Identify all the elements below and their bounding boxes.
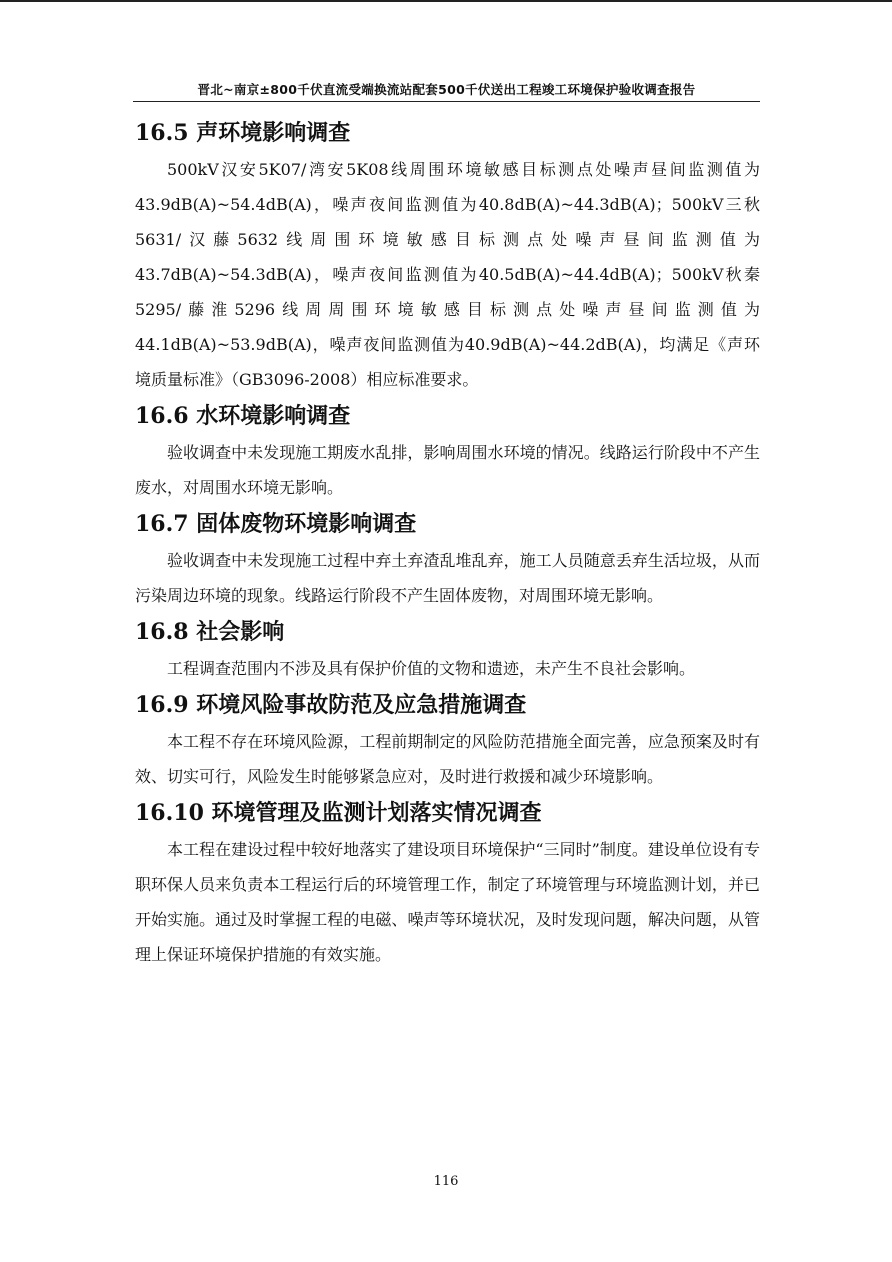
- section-paragraph: 验收调查中未发现施工期废水乱排，影响周围水环境的情况。线路运行阶段中不产生废水，对周围水环境无影响。: [135, 443, 760, 497]
- section-heading: 16.8 社会影响: [135, 619, 285, 645]
- section-paragraph: 工程调查范围内不涉及具有保护价值的文物和遗迹，未产生不良社会影响。: [167, 659, 696, 678]
- section-16-10: [135, 794, 760, 972]
- section-paragraph: 本工程在建设过程中较好地落实了建设项目环境保护“三同时”制度。建设单位设有专职环保人员来负责本工程运行后的环境管理工作，制定了环境管理与环境监测计划，并已开始实施。通过及时掌握工程的电磁、噪声等环境状况，及时发现问题，解决问题，从管理上保证环境保护措施的有效实施。: [135, 840, 760, 964]
- section-paragraph: 验收调查中未发现施工过程中弃土弃渣乱堆乱弃，施工人员随意丢弃生活垃圾，从而污染周边环境的现象。线路运行阶段不产生固体废物，对周围环境无影响。: [135, 551, 760, 605]
- section-paragraph: 500kV汉安5K07/湾安5K08线周围环境敏感目标测点处噪声昼间监测值为43.9dB(A)~54.4dB(A)，噪声夜间监测值为40.8dB(A)~44.3dB(A)；500kV三秋5631/汉藤5632线周围环境敏感目标测点处噪声昼间监测值为43.7dB(A)~54.3dB(A)，噪声夜间监测值为40.5dB(A)~44.4dB(A)；500kV秋秦5295/藤淮5296线周周围环境敏感目标测点处噪声昼间监测值为44.1dB(A)~53.9dB(A)，噪声夜间监测值为40.9dB(A)~44.2dB(A)，均满足《声环境质量标准》（GB3096-2008）相应标准要求。: [135, 160, 760, 389]
- section-16-6: [135, 397, 760, 505]
- section-16-5: [135, 114, 760, 397]
- section-heading: 16.6 水环境影响调查: [135, 403, 351, 429]
- section-heading: 16.5 声环境影响调查: [135, 120, 351, 146]
- page-body: [135, 114, 760, 972]
- section-heading: 16.9 环境风险事故防范及应急措施调查: [135, 692, 527, 718]
- section-heading: 16.7 固体废物环境影响调查: [135, 511, 417, 537]
- header-rule: [133, 101, 760, 102]
- section-heading: 16.10 环境管理及监测计划落实情况调查: [135, 800, 542, 826]
- section-16-9: [135, 686, 760, 794]
- page-number: 116: [433, 1174, 459, 1189]
- running-header: 晋北~南京±800千伏直流受端换流站配套500千伏送出工程竣工环境保护验收调查报告: [197, 82, 696, 97]
- section-paragraph: 本工程不存在环境风险源，工程前期制定的风险防范措施全面完善，应急预案及时有效、切实可行，风险发生时能够紧急应对，及时进行救援和减少环境影响。: [135, 732, 760, 786]
- section-16-8: [135, 613, 760, 686]
- section-16-7: [135, 505, 760, 613]
